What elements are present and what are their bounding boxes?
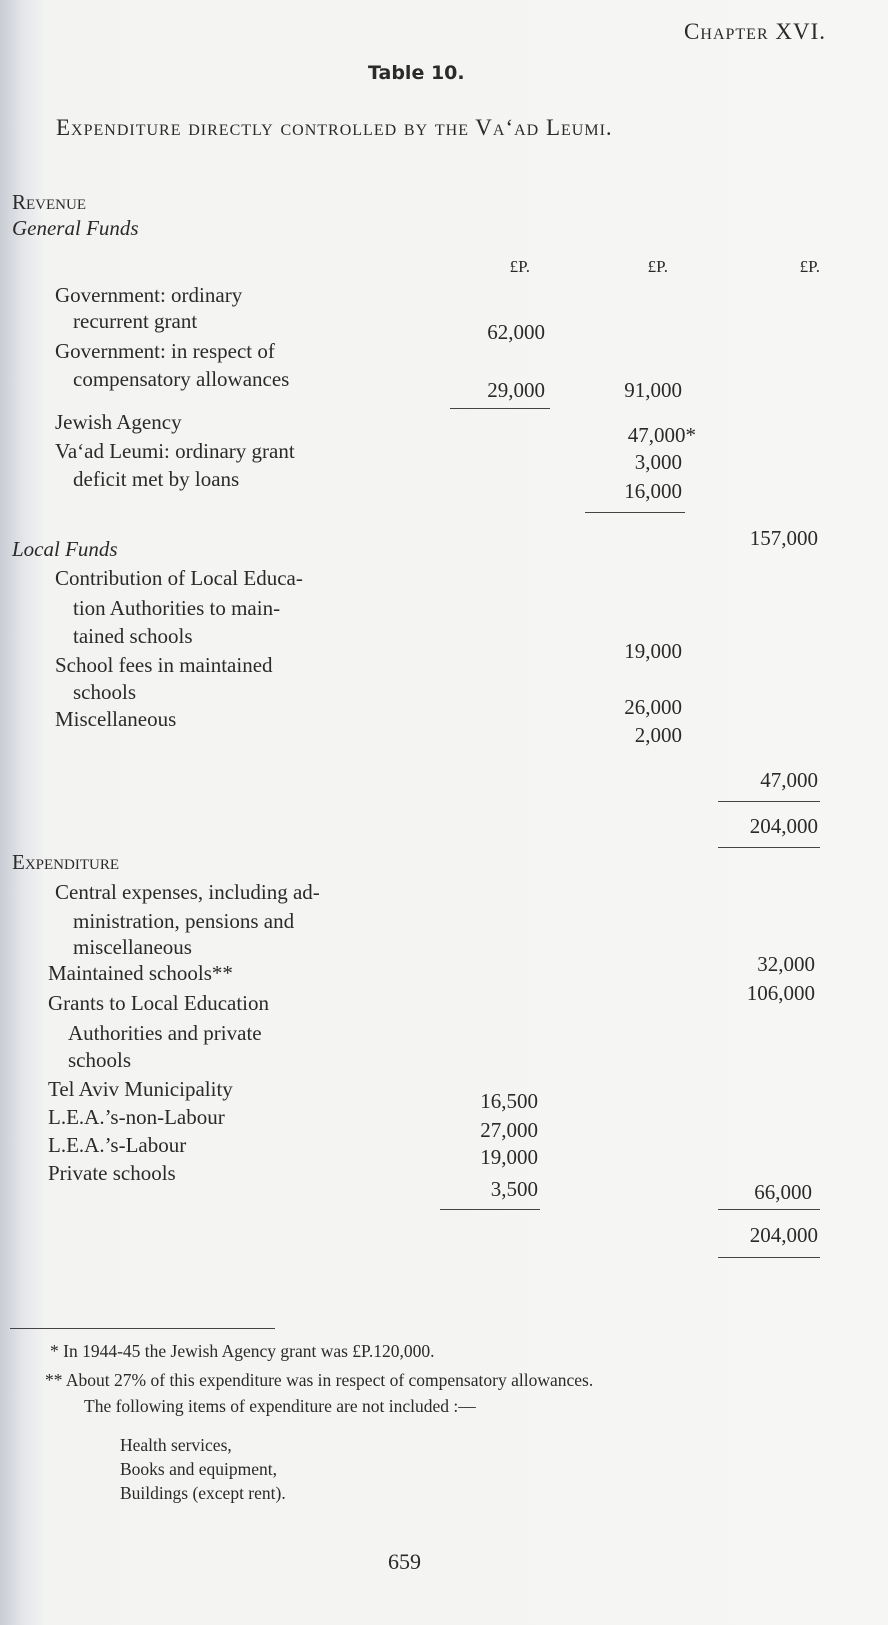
value: 32,000: [757, 952, 815, 976]
footnote-2: ** About 27% of this expenditure was in respect of compensatory allowances.: [45, 1370, 594, 1390]
line: Private schools: [48, 1161, 176, 1185]
value: 106,000: [746, 981, 815, 1005]
value: 3,500: [490, 1177, 538, 1201]
line: School fees in maintained: [55, 653, 273, 677]
line: Government: in respect of: [55, 339, 275, 363]
excluded-item: Health services,: [120, 1435, 232, 1455]
line: recurrent grant: [73, 309, 198, 333]
value: 2,000: [634, 723, 682, 747]
rule: [718, 847, 820, 848]
value: 62,000: [487, 320, 545, 344]
line: Government: ordinary: [55, 283, 243, 307]
excluded-item: Buildings (except rent).: [120, 1483, 286, 1503]
value: 26,000: [624, 695, 682, 719]
line: Authorities and private: [68, 1021, 262, 1045]
value: 47,000*: [627, 423, 696, 447]
footnote-2-continued: The following items of expenditure are not included :—: [84, 1396, 476, 1416]
col3-header: £P.: [799, 257, 820, 276]
table-title: Expenditure directly controlled by the Va‘ad Leumi.: [56, 115, 613, 140]
value: 29,000: [487, 378, 545, 402]
line: miscellaneous: [73, 935, 192, 959]
value: 47,000: [760, 768, 818, 792]
line: Grants to Local Education: [48, 991, 270, 1015]
rule: [718, 1209, 820, 1210]
local-funds-heading: Local Funds: [12, 537, 118, 561]
line: Tel Aviv Municipality: [48, 1077, 233, 1101]
line: Va‘ad Leumi: ordinary grant: [55, 439, 295, 463]
rule: [585, 512, 685, 513]
line: tion Authorities to main-: [73, 596, 281, 620]
line: deficit met by loans: [73, 467, 240, 491]
page-number: 659: [388, 1549, 421, 1574]
footnote-1: * In 1944-45 the Jewish Agency grant was £P.120,000.: [50, 1341, 435, 1361]
revenue-heading: Revenue: [12, 190, 86, 214]
line: Maintained schools**: [48, 961, 233, 985]
value: 3,000: [634, 450, 682, 474]
value: 16,500: [480, 1089, 538, 1113]
general-funds-heading: General Funds: [12, 216, 139, 240]
line: Contribution of Local Educa-: [55, 566, 303, 590]
value: 66,000: [754, 1180, 812, 1204]
expenditure-heading: Expenditure: [12, 850, 119, 874]
col1-header: £P.: [509, 257, 530, 276]
expenditure-total: 204,000: [749, 1223, 818, 1247]
chapter-header: Chapter XVI.: [684, 19, 826, 44]
line: Central expenses, including ad-: [55, 880, 320, 904]
table-label: Table 10.: [368, 62, 465, 84]
value: 27,000: [480, 1118, 538, 1142]
rule: [440, 1209, 540, 1210]
footnote-rule: [10, 1328, 275, 1329]
revenue-total: 204,000: [749, 814, 818, 838]
rule: [718, 1257, 820, 1258]
col2-header: £P.: [647, 257, 668, 276]
line: compensatory allowances: [73, 367, 290, 391]
line: L.E.A.’s-non-Labour: [48, 1105, 225, 1129]
rule: [718, 801, 820, 802]
line: Jewish Agency: [55, 410, 182, 434]
line: Miscellaneous: [55, 707, 177, 731]
value: 19,000: [624, 639, 682, 663]
value: 16,000: [624, 479, 682, 503]
value: 157,000: [749, 526, 818, 550]
line: schools: [68, 1048, 131, 1072]
value: 91,000: [624, 378, 682, 402]
line: tained schools: [73, 624, 193, 648]
line: ministration, pensions and: [73, 909, 295, 933]
line: schools: [73, 680, 136, 704]
line: L.E.A.’s-Labour: [48, 1133, 187, 1157]
rule: [450, 408, 550, 409]
value: 19,000: [480, 1145, 538, 1169]
excluded-item: Books and equipment,: [120, 1459, 277, 1479]
